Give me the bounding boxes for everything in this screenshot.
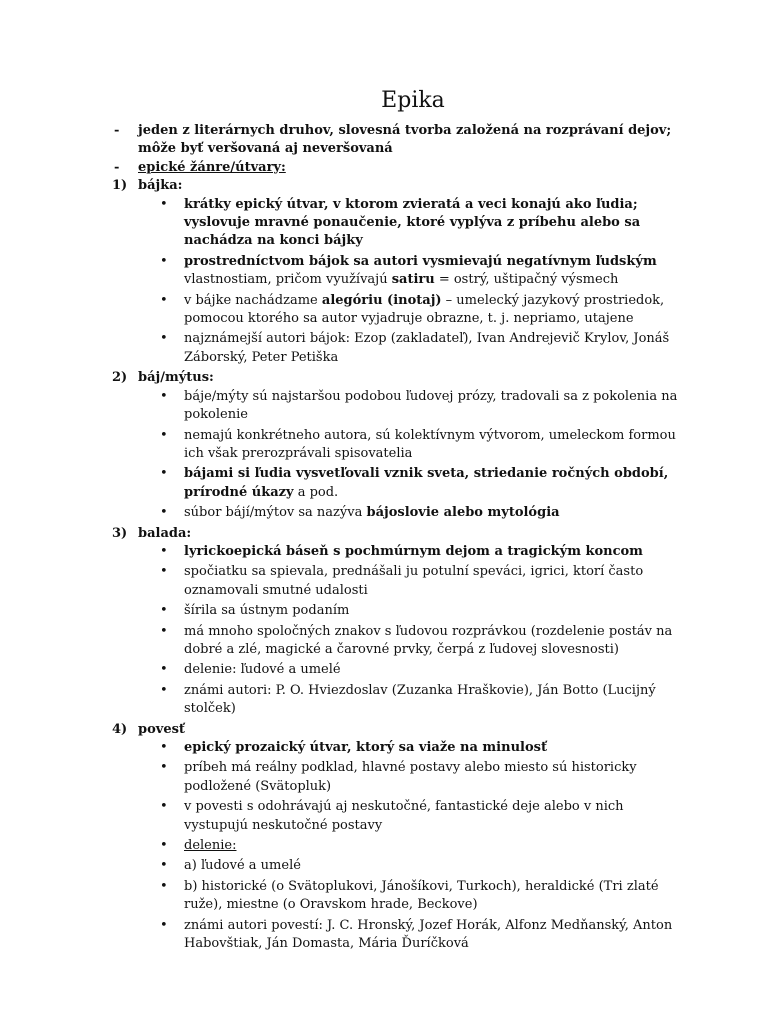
section-list <box>112 543 688 719</box>
list-item <box>160 292 688 329</box>
bullet-icon: • <box>160 196 168 212</box>
item-text: b) historické (o Svätoplukovi, Jánošíkovi, Turkoch), heraldické (Tri zlaté ruže), miestne (o Oravskom hrade, Beckove) <box>184 878 659 913</box>
item-text: a pod. <box>293 484 339 500</box>
list-item <box>160 427 688 464</box>
sections-container <box>112 177 688 953</box>
bullet-icon: • <box>160 878 168 894</box>
bullet-icon: • <box>160 623 168 639</box>
section-heading <box>112 525 688 543</box>
bullet-icon: • <box>160 799 168 815</box>
section-number: 2) <box>112 370 128 386</box>
list-item <box>160 504 688 522</box>
list-item <box>160 388 688 425</box>
item-text: báje/mýty sú najstaršou podobou ľudovej prózy, tradovali sa z pokolenia na pokolenie <box>184 388 678 423</box>
section-title: bájka: <box>138 178 183 194</box>
item-text: vlastnostiam, pričom využívajú <box>184 272 392 288</box>
section-heading <box>112 721 688 739</box>
bullet-icon: • <box>160 917 168 933</box>
list-item <box>160 602 688 620</box>
section-heading <box>112 369 688 387</box>
bullet-icon: • <box>160 466 168 482</box>
item-text: bájami si ľudia vysvetľovali vznik sveta, striedanie ročných období, prírodné úkazy <box>184 466 669 500</box>
item-text: bájoslovie alebo mytológia <box>366 505 560 521</box>
section-number: 1) <box>112 178 128 194</box>
list-item <box>160 798 688 835</box>
section-list <box>112 739 688 953</box>
list-item <box>160 465 688 502</box>
item-text: súbor bájí/mýtov sa nazýva <box>184 505 367 521</box>
intro-line-2 <box>112 159 688 177</box>
bullet-icon: • <box>160 427 168 443</box>
item-text: a) ľudové a umelé <box>184 858 301 874</box>
item-text: krátky epický útvar, v ktorom zvieratá a veci konajú ako ľudia; vyslovuje mravné ponaučenie, ktoré vyplýva z príbehu alebo sa nachádza na konci bájky <box>184 196 641 249</box>
item-text: prostredníctvom bájok sa autori vysmievajú negatívnym ľudským <box>184 253 657 269</box>
bullet-icon: • <box>160 838 168 854</box>
bullet-icon: • <box>160 564 168 580</box>
item-text: delenie: <box>184 838 237 854</box>
list-item <box>160 759 688 796</box>
section-title: povesť <box>138 721 185 737</box>
list-item <box>160 661 688 679</box>
item-text: lyrickoepická báseň s pochmúrnym dejom a tragickým koncom <box>184 543 643 559</box>
list-item <box>160 563 688 600</box>
bullet-icon: • <box>160 603 168 619</box>
item-text: v bájke nachádzame <box>184 292 322 308</box>
item-text: príbeh má reálny podklad, hlavné postavy alebo miesto sú historicky podložené (Svätopluk) <box>184 760 637 794</box>
list-item <box>160 543 688 561</box>
list-item <box>160 330 688 367</box>
item-text: známi autori: P. O. Hviezdoslav (Zuzanka Hraškovie), Ján Botto (Lucijný stolček) <box>184 682 656 717</box>
list-item <box>160 837 688 855</box>
section-number: 4) <box>112 721 128 737</box>
dash-marker: - <box>114 159 120 175</box>
intro-text-2: epické žánre/útvary: <box>138 159 286 175</box>
list-item <box>160 857 688 875</box>
item-text: – umelecký jazykový prostriedok, pomocou ktorého sa autor vyjadruje obrazne, t. j. nepriamo, utajene <box>184 292 665 327</box>
section-number: 3) <box>112 525 128 541</box>
item-text: satiru <box>391 272 435 288</box>
item-text: delenie: ľudové a umelé <box>184 662 341 678</box>
item-text: známi autori povestí: J. C. Hronský, Jozef Horák, Alfonz Medňanský, Anton Habovštiak, Ján Domasta, Mária Ďuríčková <box>184 917 673 952</box>
item-text: nemajú konkrétneho autora, sú kolektívnym výtvorom, umeleckom formou ich však prerozprávali spisovatelia <box>184 427 676 461</box>
bullet-icon: • <box>160 682 168 698</box>
list-item <box>160 682 688 719</box>
intro-line-1 <box>112 122 688 159</box>
list-item <box>160 253 688 290</box>
bullet-icon: • <box>160 253 168 269</box>
item-text: spočiatku sa spievala, prednášali ju potulní speváci, igrici, ktorí často oznamovali smutné udalosti <box>184 564 644 598</box>
list-item <box>160 739 688 757</box>
item-text: v povesti s odohrávajú aj neskutočné, fantastické deje alebo v nich vystupujú neskutočné postavy <box>184 799 624 833</box>
bullet-icon: • <box>160 505 168 521</box>
section-list <box>112 196 688 368</box>
dash-marker: - <box>114 123 120 138</box>
document-title: Epika <box>381 88 445 113</box>
section-list <box>112 388 688 523</box>
item-text: šírila sa ústnym podaním <box>184 603 350 619</box>
list-item <box>160 623 688 660</box>
bullet-icon: • <box>160 388 168 404</box>
list-item <box>160 878 688 915</box>
bullet-icon: • <box>160 331 168 347</box>
section-heading <box>112 177 688 195</box>
bullet-icon: • <box>160 740 168 755</box>
item-text: = ostrý, uštipačný výsmech <box>434 272 619 288</box>
list-item <box>160 196 688 251</box>
item-text: má mnoho spoločných znakov s ľudovou rozprávkou (rozdelenie postáv na dobré a zlé, magické a čarovné prvky, čerpá z ľudovej slovesnosti) <box>184 623 673 657</box>
section-title: báj/mýtus: <box>138 370 214 386</box>
item-text: epický prozaický útvar, ktorý sa viaže na minulosť <box>184 740 547 755</box>
section-title: balada: <box>138 525 192 541</box>
bullet-icon: • <box>160 292 168 308</box>
bullet-icon: • <box>160 662 168 678</box>
item-text: najznámejší autori bájok: Ezop (zakladateľ), Ivan Andrejevič Krylov, Jonáš Záborský, Peter Petiška <box>184 331 670 365</box>
bullet-icon: • <box>160 760 168 776</box>
intro-text-1: jeden z literárnych druhov, slovesná tvorba založená na rozprávaní dejov; môže byť veršovaná aj neveršovaná <box>138 123 672 157</box>
list-item <box>160 917 688 954</box>
bullet-icon: • <box>160 543 168 559</box>
bullet-icon: • <box>160 858 168 874</box>
item-text: alegóriu (inotaj) <box>321 292 442 308</box>
